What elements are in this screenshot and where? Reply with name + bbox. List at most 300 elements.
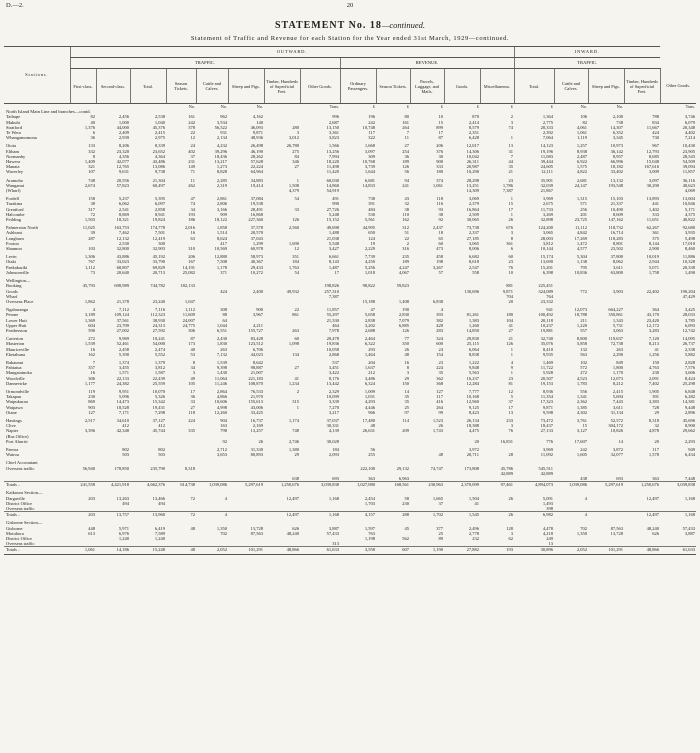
- section-heading: Kaikoura Section—: [6, 490, 43, 496]
- table-cell: 37,043: [250, 235, 263, 241]
- traffic-revenue-table: [4, 46, 696, 553]
- table-cell: 158: [88, 196, 95, 202]
- table-cell: 9,398: [216, 365, 227, 371]
- table-cell: 272: [580, 370, 587, 376]
- table-cell: 48: [370, 423, 375, 429]
- table-cell: 127: [88, 409, 95, 415]
- table-cell: 1,566: [328, 143, 339, 149]
- station-name: District Office: [6, 536, 33, 542]
- table-cell: 26: [508, 495, 513, 501]
- table-cell: 8,206: [118, 143, 129, 149]
- table-cell: 110: [402, 211, 409, 217]
- table-cell: 428: [436, 322, 443, 328]
- station-name: Masterton: [6, 341, 25, 347]
- table-cell: 4: [584, 495, 587, 501]
- table-cell: 2,134: [216, 135, 227, 141]
- table-cell: 6,064: [468, 346, 479, 352]
- table-cell: 2,864: [216, 388, 227, 394]
- table-cell: 23: [508, 375, 513, 381]
- table-cell: 3,339: [328, 399, 339, 405]
- table-cell: 11,246: [214, 380, 227, 386]
- table-cell: 30,331: [326, 423, 339, 429]
- table-cell: 10: [438, 114, 443, 120]
- table-cell: 27: [294, 365, 299, 371]
- station-name: Wharf: [6, 293, 18, 299]
- table-cell: 306: [88, 375, 95, 381]
- table-cell: 1,637: [364, 365, 375, 371]
- table-cell: 7,978: [328, 327, 339, 333]
- table-cell: 21: [508, 336, 513, 342]
- table-cell: 8,318: [184, 465, 195, 471]
- table-cell: 149: [188, 164, 195, 170]
- table-cell: 7,120: [648, 336, 659, 342]
- table-cell: 15: [438, 119, 443, 125]
- table-cell: 14,186: [96, 547, 130, 553]
- table-cell: 2: [296, 388, 299, 394]
- table-cell: 80: [404, 114, 409, 120]
- table-cell: 72: [90, 211, 95, 217]
- table-cell: 10,826: [610, 428, 623, 434]
- table-cell: 3,972: [468, 446, 479, 452]
- table-cell: 600: [436, 341, 443, 347]
- table-cell: 35: [404, 394, 409, 400]
- table-cell: 6,976: [118, 530, 129, 536]
- table-cell: 8,900: [684, 423, 695, 429]
- table-cell: 4,662,376: [130, 482, 166, 488]
- table-cell: 97,461: [480, 482, 514, 488]
- table-cell: 203: [88, 495, 95, 501]
- table-cell: 5,731: [612, 322, 623, 328]
- table-cell: 83,428: [250, 336, 263, 342]
- column-header: First-class.: [70, 69, 96, 104]
- table-cell: 264: [402, 124, 409, 130]
- table-cell: 24,605: [540, 164, 553, 170]
- table-cell: 4,478: [542, 525, 553, 531]
- table-cell: 57: [438, 269, 443, 275]
- table-cell: 5,858: [576, 341, 587, 347]
- table-cell: 4,523: [576, 375, 587, 381]
- column-header: Sheep and Pigs.: [228, 69, 264, 104]
- table-cell: 5,928: [542, 370, 553, 376]
- table-cell: 32: [404, 201, 409, 207]
- table-cell: 57,628: [250, 159, 263, 165]
- table-cell: 8,869: [118, 211, 129, 217]
- table-cell: 57,823: [116, 182, 129, 188]
- unit-cell: No.: [220, 104, 227, 109]
- station-name: Chief Accountant: [6, 460, 38, 466]
- table-cell: 371: [220, 269, 227, 275]
- table-cell: 19,824: [152, 217, 165, 223]
- table-cell: 14,381: [682, 399, 695, 405]
- unit-cell: No.: [616, 104, 623, 109]
- table-cell: 530: [368, 211, 375, 217]
- table-cell: 2,944: [648, 259, 659, 265]
- table-cell: 224: [436, 365, 443, 371]
- table-cell: 398: [546, 506, 553, 512]
- table-cell: 317: [88, 206, 95, 212]
- table-cell: 309: [368, 153, 375, 159]
- table-cell: 4,379: [288, 188, 299, 194]
- table-cell: 590: [88, 327, 95, 333]
- inward-header: INWARD.: [514, 47, 660, 58]
- table-cell: 20,338: [682, 264, 695, 270]
- table-cell: 17: [190, 388, 195, 394]
- table-cell: 22: [190, 130, 195, 136]
- table-cell: 69,829: [152, 264, 165, 270]
- table-cell: 12,017: [466, 143, 479, 149]
- table-cell: 3: [510, 230, 513, 236]
- table-cell: 117: [436, 394, 443, 400]
- table-cell: 116: [436, 201, 443, 207]
- table-cell: 203: [70, 512, 96, 518]
- table-cell: 2,830: [398, 312, 409, 318]
- table-cell: 1,493: [542, 500, 553, 506]
- table-cell: 3: [510, 423, 513, 429]
- table-cell: 23,240: [152, 298, 165, 304]
- table-cell: 25,559: [152, 380, 165, 386]
- table-cell: 2,496: [468, 525, 479, 531]
- table-cell: 1,472: [576, 240, 587, 246]
- table-cell: 900: [256, 307, 263, 313]
- table-cell: 54,000: [152, 341, 165, 347]
- table-cell: 7,116: [155, 307, 165, 313]
- table-cell: 1,905: [648, 388, 659, 394]
- table-cell: 315: [292, 399, 299, 405]
- table-cell: 2,828: [684, 359, 695, 365]
- table-cell: 25: [404, 404, 409, 410]
- table-cell: 4: [440, 307, 443, 313]
- table-cell: 1: [510, 346, 513, 352]
- table-cell: 7,994: [328, 153, 339, 159]
- table-cell: 7,402: [648, 380, 659, 386]
- table-cell: 43,006: [250, 404, 263, 410]
- station-name: Dargaville: [6, 495, 25, 501]
- table-cell: 178,850: [114, 465, 129, 471]
- table-cell: 2,560: [288, 225, 299, 231]
- table-cell: 15,248: [130, 547, 166, 553]
- table-bottom-rule: [4, 554, 696, 555]
- table-cell: 3: [510, 119, 513, 125]
- table-cell: 20,507: [540, 375, 553, 381]
- table-cell: 12,742: [682, 327, 695, 333]
- table-cell: 2,100: [612, 114, 623, 120]
- station-name: Rakaunui: [6, 359, 24, 365]
- table-cell: 29,662: [682, 428, 695, 434]
- table-cell: 614,738: [166, 482, 196, 488]
- table-cell: 20,118: [540, 317, 553, 323]
- table-cell: 6: [510, 246, 513, 252]
- table-cell: 167,616: [644, 164, 659, 170]
- column-header: Second-class.: [96, 69, 130, 104]
- table-cell: 24,007: [182, 317, 195, 323]
- station-name: Port Ahuriri: [6, 438, 28, 444]
- station-name: Pahiatua: [6, 365, 22, 371]
- table-cell: 5,395: [154, 196, 165, 202]
- table-cell: 51: [404, 230, 409, 236]
- table-cell: 8: [92, 153, 95, 159]
- table-cell: 1,138: [576, 259, 587, 265]
- table-cell: 47,429: [682, 293, 695, 299]
- table-cell: 702: [220, 530, 227, 536]
- table-cell: 119: [88, 388, 95, 394]
- table-cell: 2: [510, 114, 513, 120]
- table-cell: 2,806: [216, 201, 227, 207]
- table-cell: 333: [652, 211, 659, 217]
- table-cell: 37,037: [326, 417, 339, 423]
- table-cell: 1: [510, 196, 513, 202]
- column-header: Miscellaneous.: [480, 69, 514, 104]
- table-cell: 5,390: [118, 351, 129, 357]
- table-cell: 9,631: [118, 169, 129, 175]
- table-cell: 256: [580, 206, 587, 212]
- table-cell: 1,858: [216, 225, 227, 231]
- station-name: Te Wera: [6, 130, 21, 136]
- table-cell: 41: [654, 346, 659, 352]
- table-cell: 13,728: [610, 530, 623, 536]
- table-cell: 3,396: [84, 428, 95, 434]
- column-header: Season Tickets.: [166, 69, 196, 104]
- table-cell: 2,091: [648, 375, 659, 381]
- table-cell: 103: [88, 246, 95, 252]
- table-cell: 1,112: [85, 264, 95, 270]
- table-cell: 2,896: [684, 409, 695, 415]
- table-cell: 335: [188, 428, 195, 434]
- table-cell: 626: [292, 525, 299, 531]
- station-name: (Bus Office): [6, 433, 29, 439]
- table-cell: 16,864: [466, 206, 479, 212]
- table-cell: 206: [188, 254, 195, 260]
- table-cell: 52,572: [610, 417, 623, 423]
- table-cell: 48,866: [264, 547, 300, 553]
- table-cell: 2,329: [328, 388, 339, 394]
- table-cell: 391: [368, 201, 375, 207]
- table-cell: 42,889: [540, 470, 553, 476]
- table-cell: 21,378: [116, 298, 129, 304]
- table-cell: 1,644: [364, 169, 375, 175]
- table-cell: 40,367: [250, 259, 263, 265]
- table-cell: 5,561: [364, 217, 375, 223]
- table-cell: 7,132: [216, 351, 227, 357]
- table-cell: 332: [88, 148, 95, 154]
- table-cell: 374: [436, 177, 443, 183]
- table-cell: 33: [294, 206, 299, 212]
- table-cell: 57,433: [326, 530, 339, 536]
- table-cell: 10,846: [682, 201, 695, 207]
- table-cell: 473: [436, 246, 443, 252]
- table-cell: 10,058: [326, 346, 339, 352]
- table-cell: 3,812: [542, 240, 553, 246]
- table-cell: 56: [404, 169, 409, 175]
- table-cell: 48: [190, 525, 195, 531]
- table-cell: 126: [402, 327, 409, 333]
- table-cell: 1,299: [252, 240, 263, 246]
- table-cell: 1,044: [216, 322, 227, 328]
- table-cell: 967: [652, 143, 659, 149]
- table-cell: 5,882: [684, 351, 695, 357]
- table-cell: 162: [402, 217, 409, 223]
- table-cell: 119,637: [608, 336, 623, 342]
- table-cell: 12,260: [214, 409, 227, 415]
- table-cell: 48: [404, 351, 409, 357]
- table-cell: 48: [438, 452, 443, 458]
- table-cell: 1,490: [684, 269, 695, 275]
- table-cell: 7: [406, 130, 409, 136]
- table-cell: 1,800: [612, 365, 623, 371]
- table-cell: 52,461: [116, 341, 129, 347]
- table-cell: 1,027,080: [340, 482, 376, 488]
- table-cell: 2,538: [154, 114, 165, 120]
- table-cell: 8,143: [328, 259, 339, 265]
- table-cell: 693: [616, 476, 623, 481]
- table-cell: 150: [402, 380, 409, 386]
- table-cell: 4,763: [648, 365, 659, 371]
- table-cell: 34: [190, 365, 195, 371]
- table-cell: 53: [190, 351, 195, 357]
- table-cell: 60: [508, 254, 513, 260]
- table-cell: 494: [122, 500, 129, 506]
- table-cell: 1,170: [612, 370, 623, 376]
- table-cell: 230: [402, 500, 409, 506]
- table-cell: 23,709: [116, 322, 129, 328]
- station-name: Totals ..: [4, 512, 70, 518]
- table-cell: 1,385: [576, 404, 587, 410]
- table-cell: 161: [188, 114, 195, 120]
- table-cell: 10,748: [362, 124, 375, 130]
- table-cell: 5,171: [684, 206, 695, 212]
- table-cell: 2,687: [328, 119, 339, 125]
- table-cell: 704: [506, 293, 513, 299]
- table-cell: 3: [192, 370, 195, 376]
- table-cell: 235,790: [150, 465, 165, 471]
- table-cell: 3,127: [576, 428, 587, 434]
- table-cell: 76,533: [250, 388, 263, 394]
- table-cell: 3,361: [328, 130, 339, 136]
- table-cell: 54: [294, 269, 299, 275]
- table-cell: 8,579: [468, 124, 479, 130]
- table-cell: 55,297: [326, 312, 339, 318]
- table-cell: 2,093: [328, 452, 339, 458]
- table-cell: 744,782: [150, 283, 165, 289]
- table-cell: 3,739: [364, 164, 375, 170]
- table-cell: 3,283: [648, 327, 659, 333]
- table-cell: 66,996: [610, 159, 623, 165]
- table-cell: 255: [368, 452, 375, 458]
- table-cell: 393: [436, 312, 443, 318]
- table-cell: 43,486: [152, 159, 165, 165]
- table-cell: 8,423: [468, 409, 479, 415]
- table-cell: 155,613: [248, 399, 263, 405]
- table-cell: 604: [88, 322, 95, 328]
- table-cell: 242: [580, 446, 587, 452]
- table-cell: 9,125: [468, 404, 479, 410]
- table-cell: 74: [508, 124, 513, 130]
- table-cell: 275: [292, 148, 299, 154]
- table-cell: 242: [368, 119, 375, 125]
- table-cell: 15,152: [326, 217, 339, 223]
- table-cell: 241,558: [70, 482, 96, 488]
- table-cell: 13,757: [96, 512, 130, 518]
- table-cell: 190,204: [680, 288, 695, 294]
- table-cell: 748: [292, 428, 299, 434]
- table-cell: 73,472: [540, 417, 553, 423]
- table-cell: 118,732: [608, 225, 623, 231]
- table-cell: 19,431: [152, 404, 165, 410]
- table-cell: 2,285: [216, 177, 227, 183]
- table-cell: 310: [188, 246, 195, 252]
- table-cell: 28: [508, 452, 513, 458]
- table-cell: 17: [508, 206, 513, 212]
- table-cell: 909: [220, 211, 227, 217]
- table-cell: 3,558: [340, 547, 376, 553]
- table-cell: 23: [508, 259, 513, 265]
- table-cell: 5,552: [154, 351, 165, 357]
- table-cell: 7,387: [502, 188, 513, 194]
- table-cell: 227,360: [248, 217, 263, 223]
- table-cell: 3: [406, 370, 409, 376]
- table-cell: 23: [508, 177, 513, 183]
- table-cell: 30,028: [326, 438, 339, 444]
- table-cell: 1: [510, 211, 513, 217]
- table-cell: 1,039,086: [196, 482, 228, 488]
- table-cell: 9,871: [542, 404, 553, 410]
- table-cell: 87: [438, 135, 443, 141]
- table-cell: 128: [506, 525, 513, 531]
- table-cell: 39,444: [540, 159, 553, 165]
- table-cell: 350,861: [608, 312, 623, 318]
- table-cell: 316: [402, 246, 409, 252]
- table-cell: 1,523: [432, 417, 443, 423]
- table-cell: 6,322: [364, 341, 375, 347]
- table-cell: 58: [404, 495, 409, 501]
- table-cell: 3,486: [364, 375, 375, 381]
- table-cell: 10,144: [540, 246, 553, 252]
- table-cell: 68,807: [116, 264, 129, 270]
- table-cell: 9,871: [252, 130, 263, 136]
- table-cell: 1,343: [612, 317, 623, 323]
- table-cell: 357: [88, 365, 95, 371]
- table-cell: 133: [88, 143, 95, 149]
- unit-cell: Tons.: [685, 104, 695, 109]
- unit-cell: No.: [580, 104, 587, 109]
- table-cell: 1,369: [84, 317, 95, 323]
- table-cell: 4,250: [364, 259, 375, 265]
- table-cell: 1,220: [576, 322, 587, 328]
- table-cell: 10,099: [326, 394, 339, 400]
- table-cell: 155,727: [248, 327, 263, 333]
- table-cell: 10,490: [610, 206, 623, 212]
- table-cell: 738: [368, 196, 375, 202]
- table-cell: 18,528: [116, 404, 129, 410]
- table-cell: 3: [510, 530, 513, 536]
- table-cell: 221,183: [248, 375, 263, 381]
- outward-traffic-header: TRAFFIC.: [70, 58, 340, 69]
- table-cell: 124: [368, 235, 375, 241]
- table-cell: 6,079: [684, 119, 695, 125]
- unit-cell: £: [406, 104, 409, 109]
- table-cell: 1,786: [502, 182, 513, 188]
- table-cell: 1,587: [154, 370, 165, 376]
- table-cell: 11,651: [646, 217, 659, 223]
- table-cell: 93: [438, 206, 443, 212]
- table-cell: 42,077: [116, 159, 129, 165]
- station-name: (Wharf): [6, 188, 21, 194]
- table-cell: 7,064: [542, 135, 553, 141]
- table-cell: 4,069: [684, 188, 695, 194]
- table-cell: 11,733: [540, 206, 553, 212]
- table-cell: 557: [580, 327, 587, 333]
- table-cell: 32,740: [540, 336, 553, 342]
- table-cell: 537: [332, 359, 339, 365]
